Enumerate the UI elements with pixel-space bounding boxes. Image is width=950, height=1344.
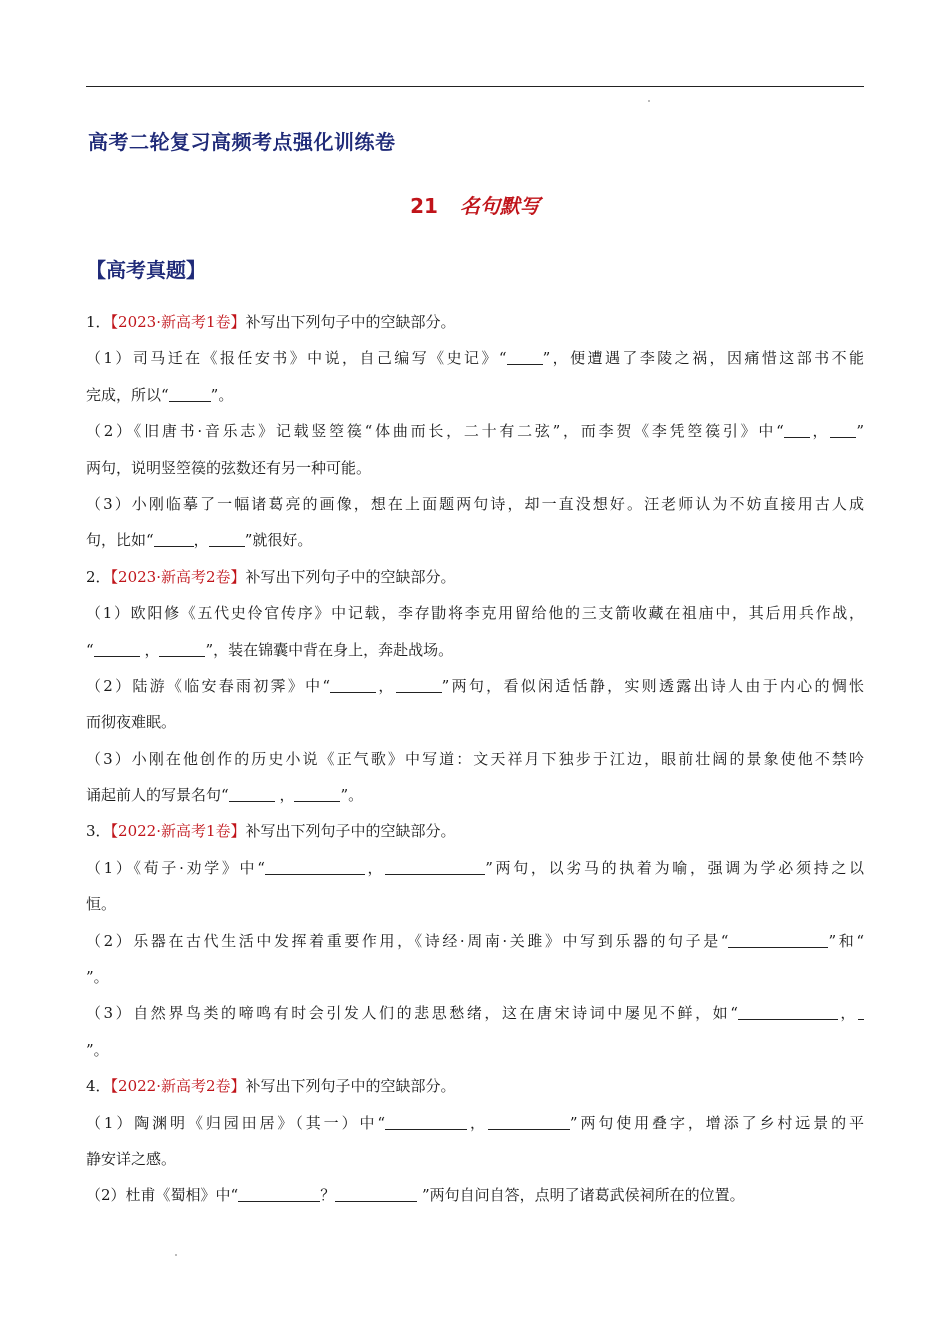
answer-blank[interactable] — [169, 385, 211, 402]
item-text: （1）《荀子·劝学》中“ — [86, 858, 265, 877]
item-text: ， — [837, 1004, 858, 1023]
question-source: 【2022·新高考2卷】 — [110, 1077, 246, 1096]
item-text: 句，比如“ — [86, 531, 154, 550]
item-text: （2）陆游《临安春雨初霁》中“ — [86, 676, 331, 695]
question-item-line — [86, 632, 864, 668]
item-text: ， — [376, 676, 396, 695]
question-item-line — [86, 959, 864, 995]
question-item-line — [86, 1177, 864, 1213]
answer-blank[interactable] — [858, 1003, 864, 1020]
item-text: ”，装在锦囊中背在身上，奔赴战场。 — [205, 640, 454, 659]
item-text: ”。 — [210, 385, 234, 404]
item-text: ”两句，以劣马的执着为喻，强调为学必须持之以 — [485, 858, 864, 877]
question-stem: 补写出下列句子中的空缺部分。 — [245, 822, 456, 841]
question-item-line — [86, 522, 864, 558]
answer-blank[interactable] — [385, 1113, 467, 1130]
question-item-line — [86, 886, 864, 922]
item-text: ”和“ — [828, 931, 864, 950]
section-title — [0, 190, 950, 219]
question-header — [86, 813, 864, 849]
answer-blank[interactable] — [396, 676, 442, 693]
item-text: ， — [467, 1113, 488, 1132]
item-text: ， — [274, 786, 295, 805]
answer-blank[interactable] — [238, 1185, 320, 1202]
item-text: ”。 — [340, 786, 364, 805]
answer-blank[interactable] — [159, 640, 205, 657]
question-item-line — [86, 340, 864, 376]
document-title: 高考二轮复习高频考点强化训练卷 — [88, 130, 396, 154]
question-number: 1． — [86, 313, 111, 331]
item-text: 而彻夜难眠。 — [86, 713, 177, 732]
header-dot — [648, 100, 650, 102]
question-item-line — [86, 923, 864, 959]
item-text: （1）欧阳修《五代史伶官传序》中记载，李存勖将李克用留给他的三支箭收藏在祖庙中，其后用兵作战， — [86, 604, 864, 623]
answer-blank[interactable] — [265, 858, 365, 875]
item-text: ？ — [320, 1186, 336, 1205]
item-text: ”两句使用叠字，增添了乡村远景的平 — [569, 1113, 864, 1132]
question-item-line — [86, 595, 864, 631]
item-text: （3）小刚临摹了一幅诸葛亮的画像，想在上面题两句诗，却一直没想好。汪老师认为不妨直接用古人成 — [86, 494, 864, 513]
item-text: （3）小刚在他创作的历史小说《正气歌》中写道：文天祥月下独步于江边，眼前壮阔的景象使他不禁吟 — [86, 749, 864, 768]
question-item-line — [86, 668, 864, 704]
question-item-line — [86, 777, 864, 813]
answer-blank[interactable] — [488, 1113, 570, 1130]
question-number: 4． — [86, 1077, 111, 1096]
question-stem: 补写出下列句子中的空缺部分。 — [245, 1077, 456, 1096]
item-text: ， — [193, 531, 209, 550]
question-stem: 补写出下列句子中的空缺部分。 — [245, 313, 456, 331]
answer-blank[interactable] — [784, 421, 810, 438]
item-text: 诵起前人的写景名句“ — [86, 786, 229, 805]
question-source: 【2022·新高考1卷】 — [110, 822, 246, 841]
question-item-line — [86, 486, 864, 522]
item-text: ”。 — [86, 1040, 109, 1059]
section-name: 名句默写 — [459, 194, 540, 218]
item-text: ”就很好。 — [244, 531, 313, 550]
question-header — [86, 304, 864, 340]
question-item-line — [86, 450, 864, 486]
question-list — [86, 304, 864, 1214]
question-item-line — [86, 1105, 864, 1141]
item-text: ， — [364, 858, 386, 877]
question-source: 【2023·新高考1卷】 — [110, 313, 246, 331]
answer-blank[interactable] — [385, 858, 485, 875]
item-text: ”两句，看似闲适恬静，实则透露出诗人由于内心的惆怅 — [441, 676, 864, 695]
item-text: 静安详之感。 — [86, 1149, 177, 1168]
item-text: （1）司马迁在《报任安书》中说，自己编写《史记》“ — [86, 349, 507, 368]
part-heading: 【高考真题】 — [86, 258, 206, 282]
item-text: ”，便遭遇了李陵之祸，因痛惜这部书不能 — [542, 349, 864, 368]
question-item-line — [86, 704, 864, 740]
item-text: ” — [856, 422, 864, 441]
item-text: （2）乐器在古代生活中发挥着重要作用，《诗经·周南·关雎》中写到乐器的句子是“ — [86, 931, 729, 950]
item-text: 恒。 — [86, 895, 117, 914]
question-item-line — [86, 741, 864, 777]
answer-blank[interactable] — [335, 1185, 417, 1202]
answer-blank[interactable] — [830, 421, 856, 438]
question-stem: 补写出下列句子中的空缺部分。 — [245, 567, 456, 586]
question-item-line — [86, 850, 864, 886]
answer-blank[interactable] — [728, 931, 828, 948]
answer-blank[interactable] — [209, 530, 245, 547]
question-header — [86, 559, 864, 595]
item-text: （2）杜甫《蜀相》中“ — [86, 1186, 239, 1205]
question-source: 【2023·新高考2卷】 — [110, 567, 246, 586]
answer-blank[interactable] — [94, 640, 140, 657]
question-item-line — [86, 413, 864, 449]
item-text: ”两句自问自答，点明了诸葛武侯祠所在的位置。 — [417, 1186, 745, 1205]
item-text: （1）陶渊明《归园田居》（其一）中“ — [86, 1113, 386, 1132]
footer-dot — [175, 1254, 177, 1256]
item-text: “ — [86, 640, 94, 659]
question-header — [86, 1068, 864, 1104]
question-number: 2． — [86, 567, 111, 586]
question-item-line — [86, 1032, 864, 1068]
question-number: 3． — [86, 822, 111, 841]
answer-blank[interactable] — [229, 785, 275, 802]
item-text: （2）《旧唐书·音乐志》记载竖箜篌“体曲而长，二十有二弦”，而李贺《李凭箜篌引》中“ — [86, 422, 784, 441]
item-text: ， — [139, 640, 160, 659]
question-item-line — [86, 1141, 864, 1177]
item-text: 两句，说明竖箜篌的弦数还有另一种可能。 — [86, 458, 372, 477]
answer-blank[interactable] — [294, 785, 340, 802]
item-text: 完成，所以“ — [86, 385, 169, 404]
answer-blank[interactable] — [507, 348, 543, 365]
answer-blank[interactable] — [738, 1003, 838, 1020]
question-item-line — [86, 995, 864, 1031]
header-rule — [86, 86, 864, 87]
item-text: ”。 — [86, 968, 109, 987]
answer-blank[interactable] — [330, 676, 376, 693]
answer-blank[interactable] — [154, 530, 194, 547]
section-number: 21 — [410, 194, 438, 218]
item-text: （3）自然界鸟类的啼鸣有时会引发人们的悲思愁绪，这在唐宋诗词中屡见不鲜，如“ — [86, 1004, 738, 1023]
item-text: ， — [809, 422, 831, 441]
question-item-line — [86, 377, 864, 413]
